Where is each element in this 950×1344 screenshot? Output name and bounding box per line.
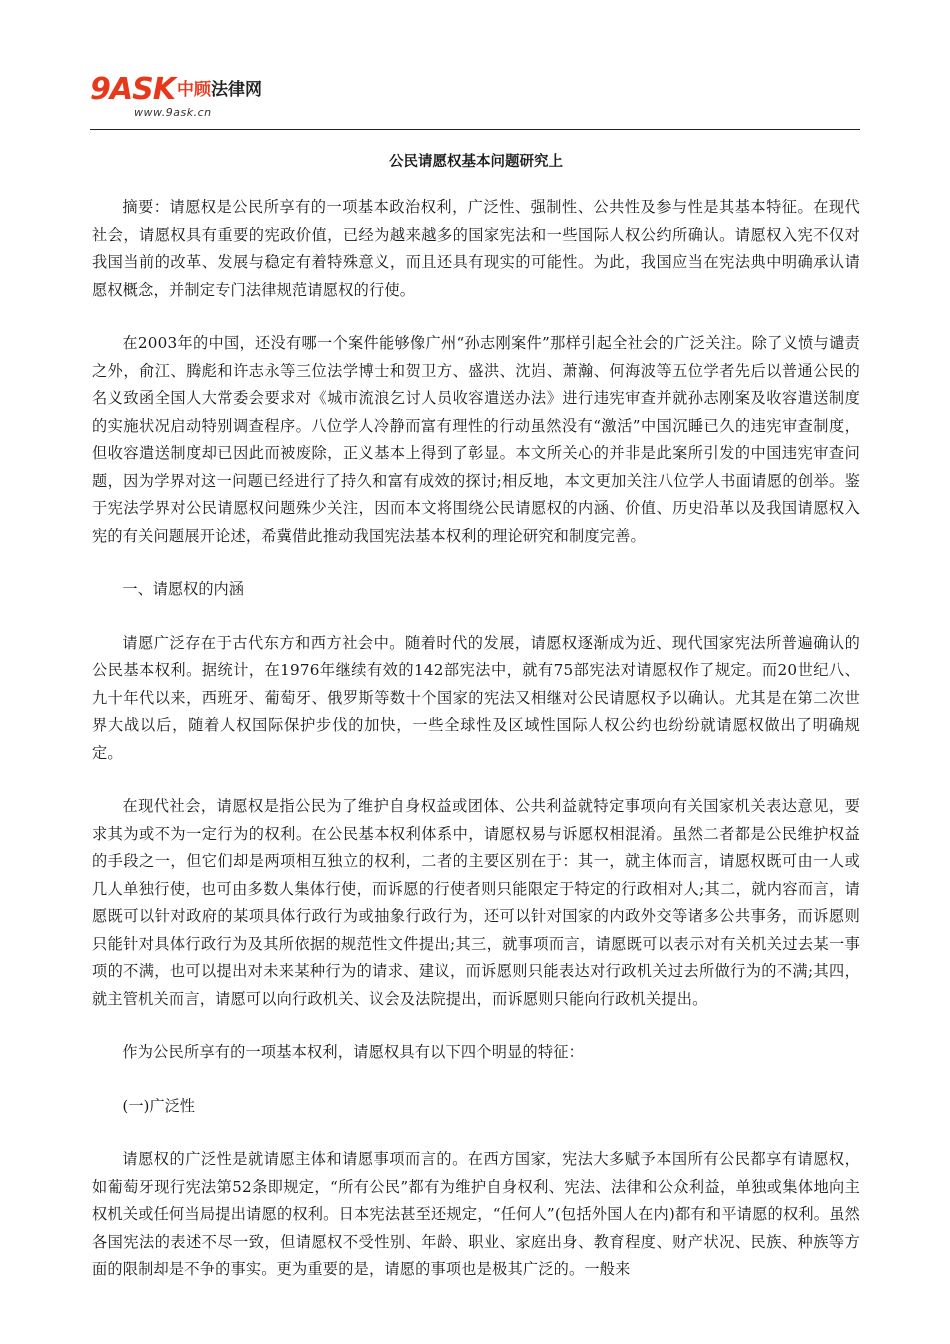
site-header: [90, 70, 860, 132]
logo-brand: 9ASK: [90, 72, 175, 107]
section-heading: 一、请愿权的内涵: [122, 580, 244, 598]
logo-brand-cn-2: 法律网: [210, 80, 262, 100]
site-logo[interactable]: [90, 72, 290, 128]
logo-url: www.9ask.cn: [134, 106, 212, 119]
logo-brand-cn-1: 中顾: [176, 80, 211, 100]
header-divider: [90, 129, 860, 130]
document-title: 公民请愿权基本问题研究上: [389, 154, 563, 170]
body-paragraph: 作为公民所享有的一项基本权利，请愿权具有以下四个明显的特征：: [122, 1043, 585, 1061]
body-paragraph: 请愿权的广泛性是就请愿主体和请愿事项而言的。在西方国家，宪法大多赋予本国所有公民都享有请愿权，如葡萄牙现行宪法第52条即规定，“所有公民”都有为维护自身权利、宪法、法律和公众利益，单独或集体地向主权机关或任何当局提出请愿的权利。日本宪法甚至还规定，“任何人”(包括外国人在内)都有和平请愿的权利。虽然各国宪法的表述不尽一致，但请愿权不受性别、年龄、职业、家庭出身、教育程度、财产状况、民族、种族等方面的限制却是不争的事实。更为重要的是，请愿的事项也是极其广泛的。一般来: [92, 1150, 860, 1278]
intro-paragraph: 在2003年的中国，还没有哪一个案件能够像广州“孙志刚案件”那样引起全社会的广泛关注。除了义愤与谴责之外，俞江、腾彪和许志永等三位法学博士和贺卫方、盛洪、沈岿、萧瀚、何海波等五位学者先后以普通公民的名义致函全国人大常委会要求对《城市流浪乞讨人员收容遣送办法》进行违宪审查并就孙志刚案及收容遣送制度的实施状况启动特别调查程序。八位学人冷静而富有理性的行动虽然没有“激活”中国沉睡已久的违宪审查制度，但收容遣送制度却已因此而被废除，正义基本上得到了彰显。本文所关心的并非是此案所引发的中国违宪审查问题，因为学界对这一问题已经进行了持久和富有成效的探讨;相反地，本文更加关注八位学人书面请愿的创举。鉴于宪法学界对公民请愿权问题殊少关注，因而本文将围绕公民请愿权的内涵、价值、历史沿革以及我国请愿权入宪的有关问题展开论述，希冀借此推动我国宪法基本权利的理论研究和制度完善。: [92, 334, 860, 545]
logo-wordmark: [90, 72, 262, 108]
body-paragraph: 请愿广泛存在于古代东方和西方社会中。随着时代的发展，请愿权逐渐成为近、现代国家宪法所普遍确认的公民基本权利。据统计，在1976年继续有效的142部宪法中，就有75部宪法对请愿权作了规定。而20世纪八、九十年代以来，西班牙、葡萄牙、俄罗斯等数十个国家的宪法又相继对公民请愿权予以确认。尤其是在第二次世界大战以后，随着人权国际保护步伐的加快，一些全球性及区域性国际人权公约也纷纷就请愿权做出了明确规定。: [92, 633, 860, 762]
subsection-heading: (一)广泛性: [122, 1096, 195, 1115]
body-paragraph: 在现代社会，请愿权是指公民为了维护自身权益或团体、公共利益就特定事项向有关国家机关表达意见，要求其为或不为一定行为的权利。在公民基本权利体系中，请愿权易与诉愿权相混淆。虽然二者都是公民维护权益的手段之一，但它们却是两项相互独立的权利，二者的主要区别在于：其一，就主体而言，请愿权既可由一人或几人单独行使，也可由多数人集体行使，而诉愿的行使者则只能限定于特定的行政相对人;其二，就内容而言，请愿既可以针对政府的某项具体行政行为或抽象行政行为，还可以针对国家的内政外交等诸多公共事务，而诉愿则只能针对具体行政行为及其所依据的规范性文件提出;其三，就事项而言，请愿既可以表示对有关机关过去某一事项的不满，也可以提出对未来某种行为的请求、建议，而诉愿则只能表达对行政机关过去所做行为的不满;其四，就主管机关而言，请愿可以向行政机关、议会及法院提出，而诉愿则只能向行政机关提出。: [92, 797, 860, 1008]
document-body: [92, 150, 860, 1310]
abstract-paragraph: 摘要：请愿权是公民所享有的一项基本政治权利，广泛性、强制性、公共性及参与性是其基本特征。在现代社会，请愿权具有重要的宪政价值，已经为越来越多的国家宪法和一些国际人权公约所确认。请愿权入宪不仅对我国当前的改革、发展与稳定有着特殊意义，而且还具有现实的可能性。为此，我国应当在宪法典中明确承认请愿权概念，并制定专门法律规范请愿权的行使。: [92, 198, 860, 299]
logo-brand-cn: [177, 80, 262, 100]
